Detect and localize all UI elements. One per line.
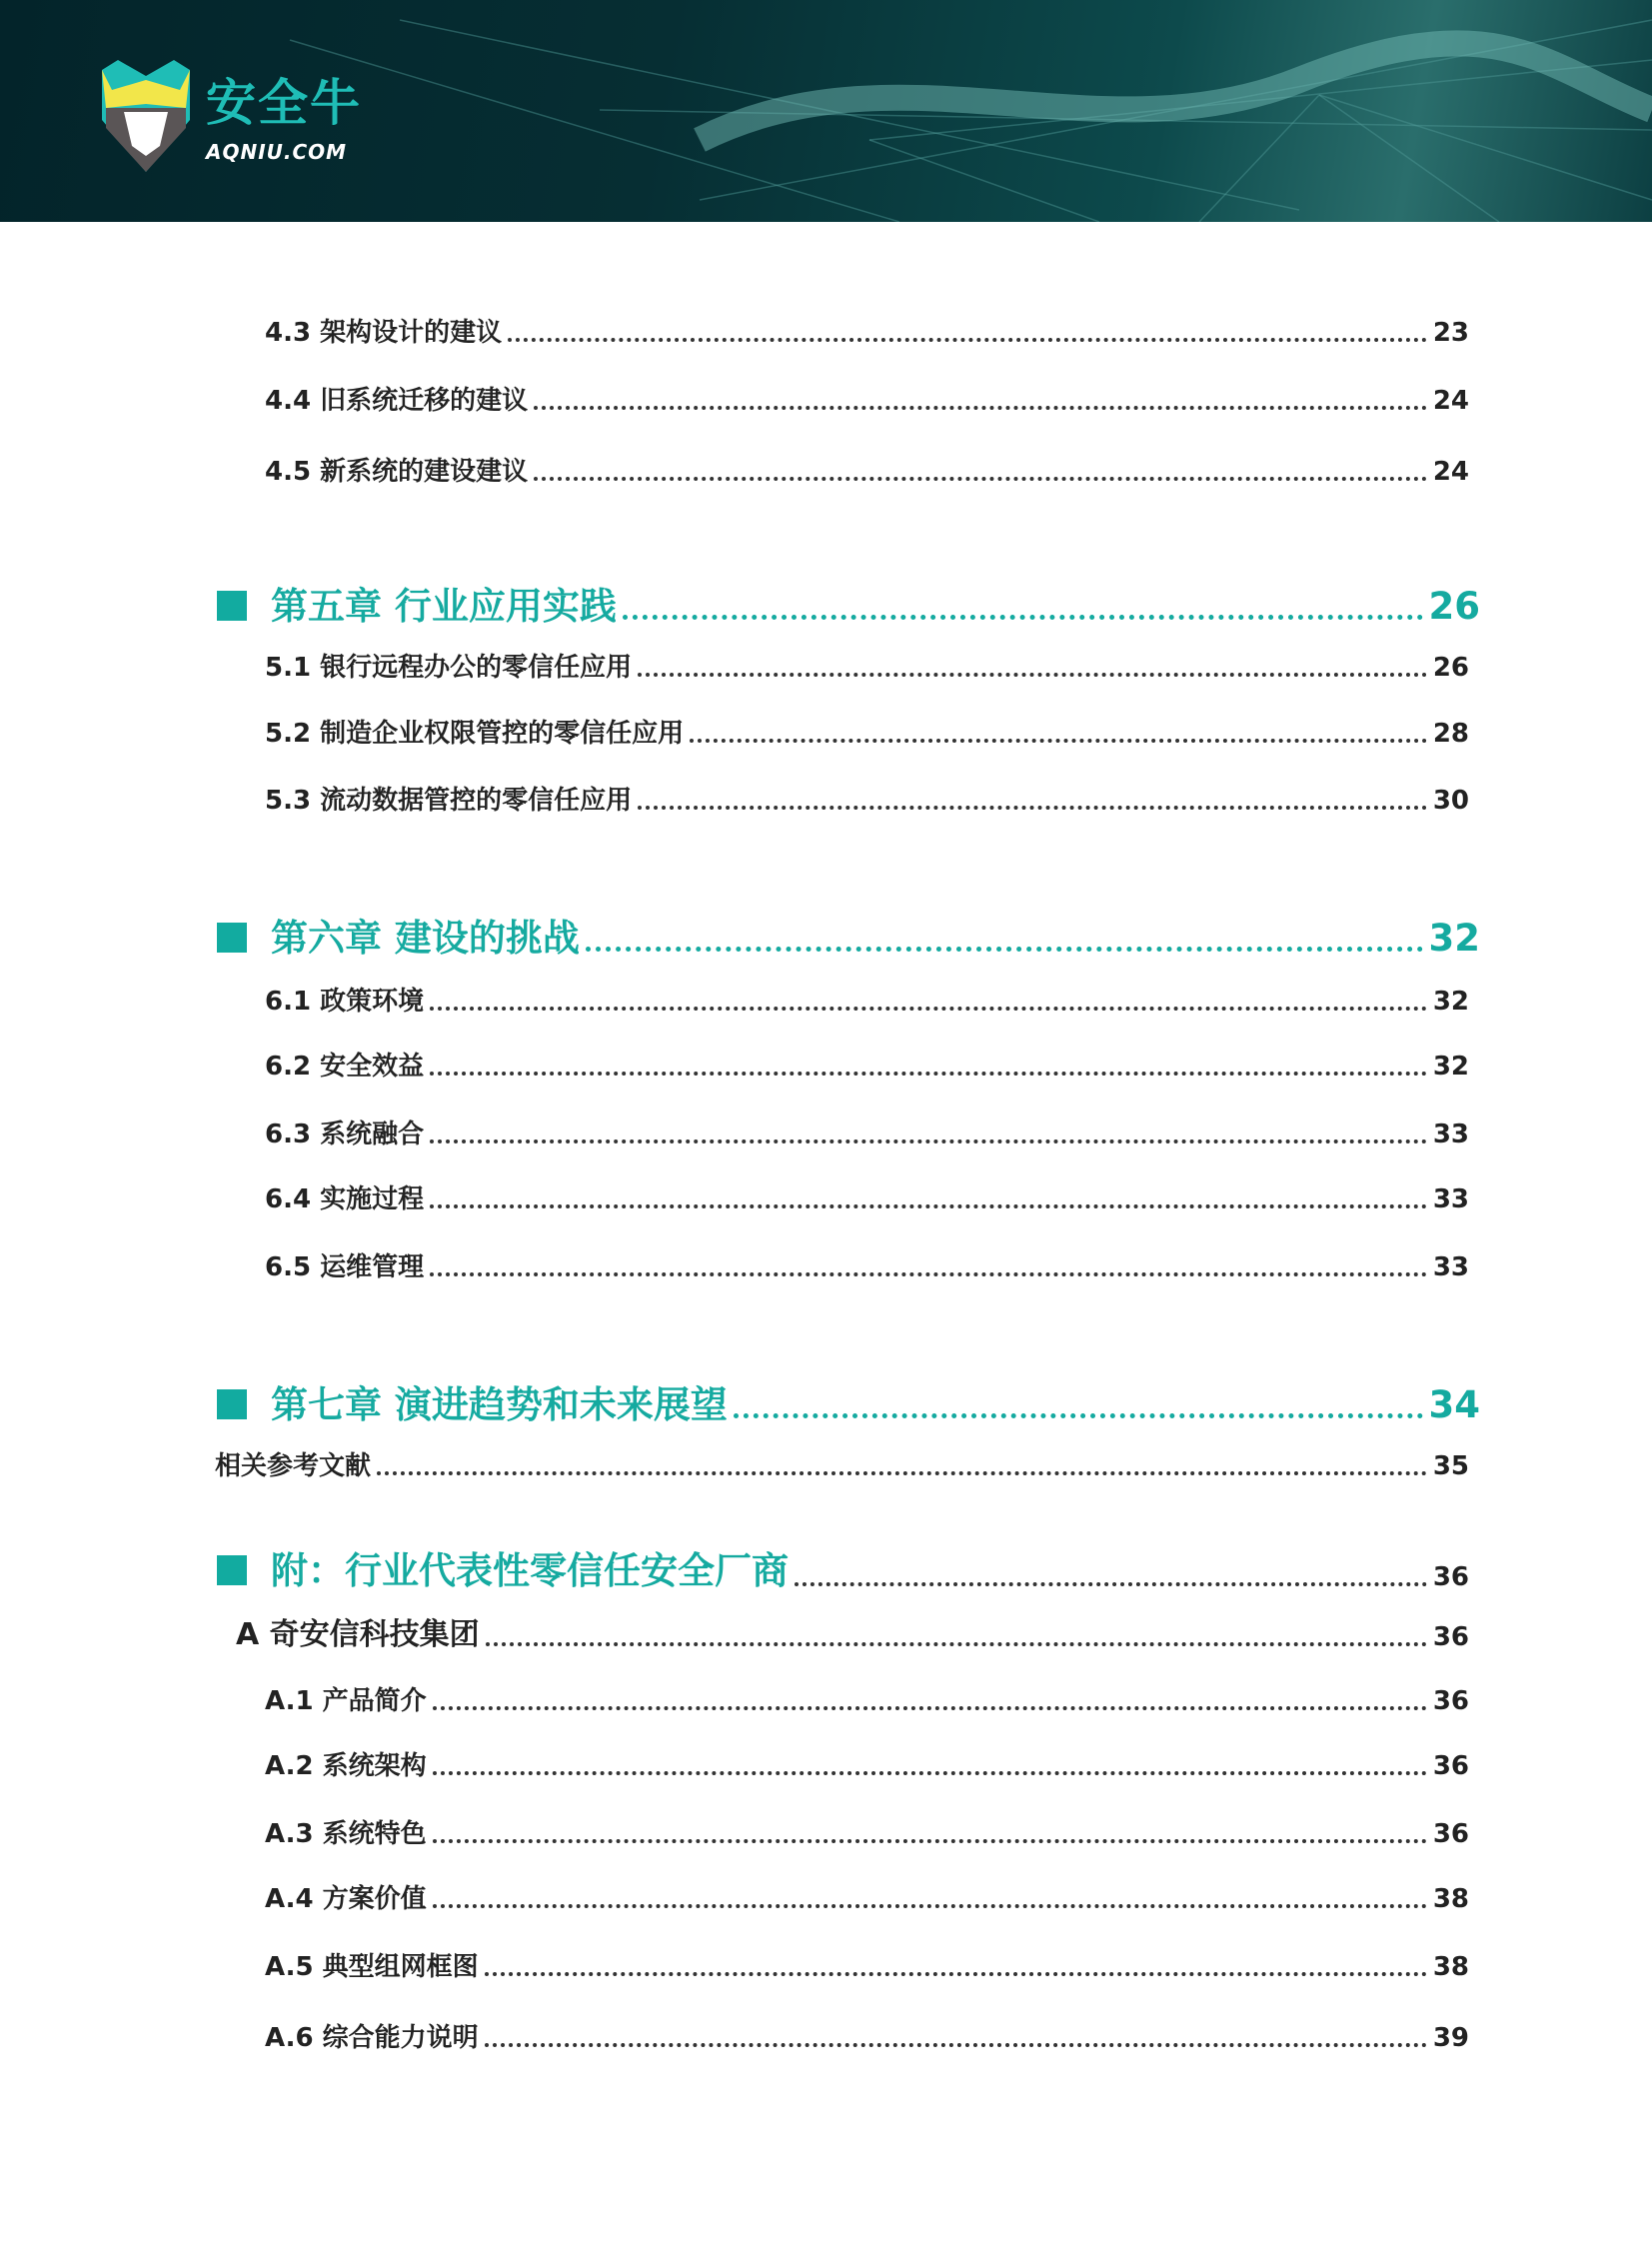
dot-leader xyxy=(433,1839,1427,1843)
dot-leader xyxy=(734,1413,1423,1418)
toc-page: 32 xyxy=(1432,987,1469,1017)
toc-page: 30 xyxy=(1432,786,1469,816)
toc-page: 33 xyxy=(1432,1120,1469,1149)
toc-page: 35 xyxy=(1432,1451,1469,1481)
toc-page: 28 xyxy=(1432,719,1469,749)
page-header-banner xyxy=(0,0,1652,222)
toc-label: 第七章 演进趋势和未来展望 xyxy=(271,1383,728,1426)
toc-page: 36 xyxy=(1432,1686,1469,1716)
toc-entry[interactable] xyxy=(265,1952,1469,1983)
chapter-square-icon xyxy=(217,591,247,621)
dot-leader xyxy=(485,1972,1427,1976)
toc-label: 第六章 建设的挑战 xyxy=(271,917,580,960)
toc-entry[interactable] xyxy=(265,386,1469,417)
dot-leader xyxy=(586,947,1423,952)
toc-page: 36 xyxy=(1432,1621,1469,1652)
toc-label: A.5 典型组网框图 xyxy=(265,1952,479,1982)
toc-page: 38 xyxy=(1432,1884,1469,1914)
dot-leader xyxy=(534,406,1427,410)
toc-label: 4.4 旧系统迁移的建议 xyxy=(265,386,529,416)
toc-entry[interactable] xyxy=(236,1617,1469,1653)
toc-page: 32 xyxy=(1432,1052,1469,1082)
toc-chapter[interactable] xyxy=(217,1383,1480,1427)
toc-appendix[interactable] xyxy=(217,1549,1469,1593)
toc-page: 23 xyxy=(1432,318,1469,348)
dot-leader xyxy=(430,1272,1427,1276)
dot-leader xyxy=(508,338,1427,342)
toc-entry[interactable] xyxy=(265,318,1469,349)
toc-page: 26 xyxy=(1428,585,1480,628)
chapter-square-icon xyxy=(217,923,247,953)
toc-label: 6.4 实施过程 xyxy=(265,1184,425,1214)
toc-entry[interactable] xyxy=(265,1120,1469,1150)
dot-leader xyxy=(638,673,1427,677)
dot-leader xyxy=(433,1904,1427,1908)
toc-entry[interactable] xyxy=(265,1252,1469,1283)
toc-page: 24 xyxy=(1432,457,1469,487)
toc-page: 32 xyxy=(1428,917,1480,960)
toc-label: A.2 系统架构 xyxy=(265,1751,427,1781)
dot-leader xyxy=(638,806,1427,810)
brand-name: 安全牛 xyxy=(206,74,362,132)
dot-leader xyxy=(430,1204,1427,1208)
aqniu-logo-icon xyxy=(98,60,194,175)
toc-entry[interactable] xyxy=(265,2023,1469,2054)
toc-entry[interactable] xyxy=(265,1819,1469,1850)
toc-page: 39 xyxy=(1432,2023,1469,2053)
toc-label: 6.3 系统融合 xyxy=(265,1120,425,1149)
toc-entry[interactable] xyxy=(265,719,1469,750)
toc-page: 26 xyxy=(1432,653,1469,683)
toc-entry[interactable] xyxy=(265,1052,1469,1083)
toc-entry[interactable] xyxy=(265,1751,1469,1782)
dot-leader xyxy=(486,1642,1427,1646)
toc-page: 33 xyxy=(1432,1184,1469,1214)
toc-label: 附：行业代表性零信任安全厂商 xyxy=(271,1549,789,1592)
chapter-square-icon xyxy=(217,1555,247,1585)
toc-label: 5.2 制造企业权限管控的零信任应用 xyxy=(265,719,685,749)
toc-page: 24 xyxy=(1432,386,1469,416)
toc-label: A.6 综合能力说明 xyxy=(265,2023,479,2053)
dot-leader xyxy=(430,1007,1427,1011)
toc-entry[interactable] xyxy=(265,653,1469,684)
dot-leader xyxy=(534,477,1427,481)
toc-entry[interactable] xyxy=(265,987,1469,1018)
dot-leader xyxy=(623,615,1423,620)
toc-label: A.1 产品简介 xyxy=(265,1686,427,1716)
toc-label: 4.5 新系统的建设建议 xyxy=(265,457,529,487)
toc-entry[interactable] xyxy=(265,786,1469,817)
toc-chapter[interactable] xyxy=(217,585,1480,629)
toc-entry[interactable] xyxy=(265,1686,1469,1717)
dot-leader xyxy=(430,1139,1427,1143)
toc-page: 34 xyxy=(1428,1383,1480,1426)
toc-label: 5.1 银行远程办公的零信任应用 xyxy=(265,653,633,683)
toc-chapter[interactable] xyxy=(217,917,1480,961)
dot-leader xyxy=(795,1582,1427,1586)
dot-leader xyxy=(433,1771,1427,1775)
toc-label: 5.3 流动数据管控的零信任应用 xyxy=(265,786,633,816)
toc-page: 36 xyxy=(1432,1751,1469,1781)
toc-page: 36 xyxy=(1432,1562,1469,1593)
toc-label: 6.2 安全效益 xyxy=(265,1052,425,1082)
toc-label: A 奇安信科技集团 xyxy=(236,1617,480,1652)
dot-leader xyxy=(485,2043,1427,2047)
toc-entry[interactable] xyxy=(265,1884,1469,1915)
toc-label: 6.1 政策环境 xyxy=(265,987,425,1017)
brand-domain: AQNIU.COM xyxy=(206,140,348,164)
toc-label: 4.3 架构设计的建议 xyxy=(265,318,503,348)
dot-leader xyxy=(690,739,1427,743)
dot-leader xyxy=(430,1072,1427,1076)
toc-entry[interactable] xyxy=(215,1451,1469,1482)
dot-leader xyxy=(433,1706,1427,1710)
toc-label: A.3 系统特色 xyxy=(265,1819,427,1849)
dot-leader xyxy=(377,1471,1427,1475)
toc-label: A.4 方案价值 xyxy=(265,1884,427,1914)
toc-page: 38 xyxy=(1432,1952,1469,1982)
toc-label: 第五章 行业应用实践 xyxy=(271,585,617,628)
toc-entry[interactable] xyxy=(265,1184,1469,1215)
toc-page: 33 xyxy=(1432,1252,1469,1282)
toc-page: 36 xyxy=(1432,1819,1469,1849)
toc-label: 6.5 运维管理 xyxy=(265,1252,425,1282)
toc-label: 相关参考文献 xyxy=(215,1451,372,1481)
toc-entry[interactable] xyxy=(265,457,1469,488)
chapter-square-icon xyxy=(217,1389,247,1419)
